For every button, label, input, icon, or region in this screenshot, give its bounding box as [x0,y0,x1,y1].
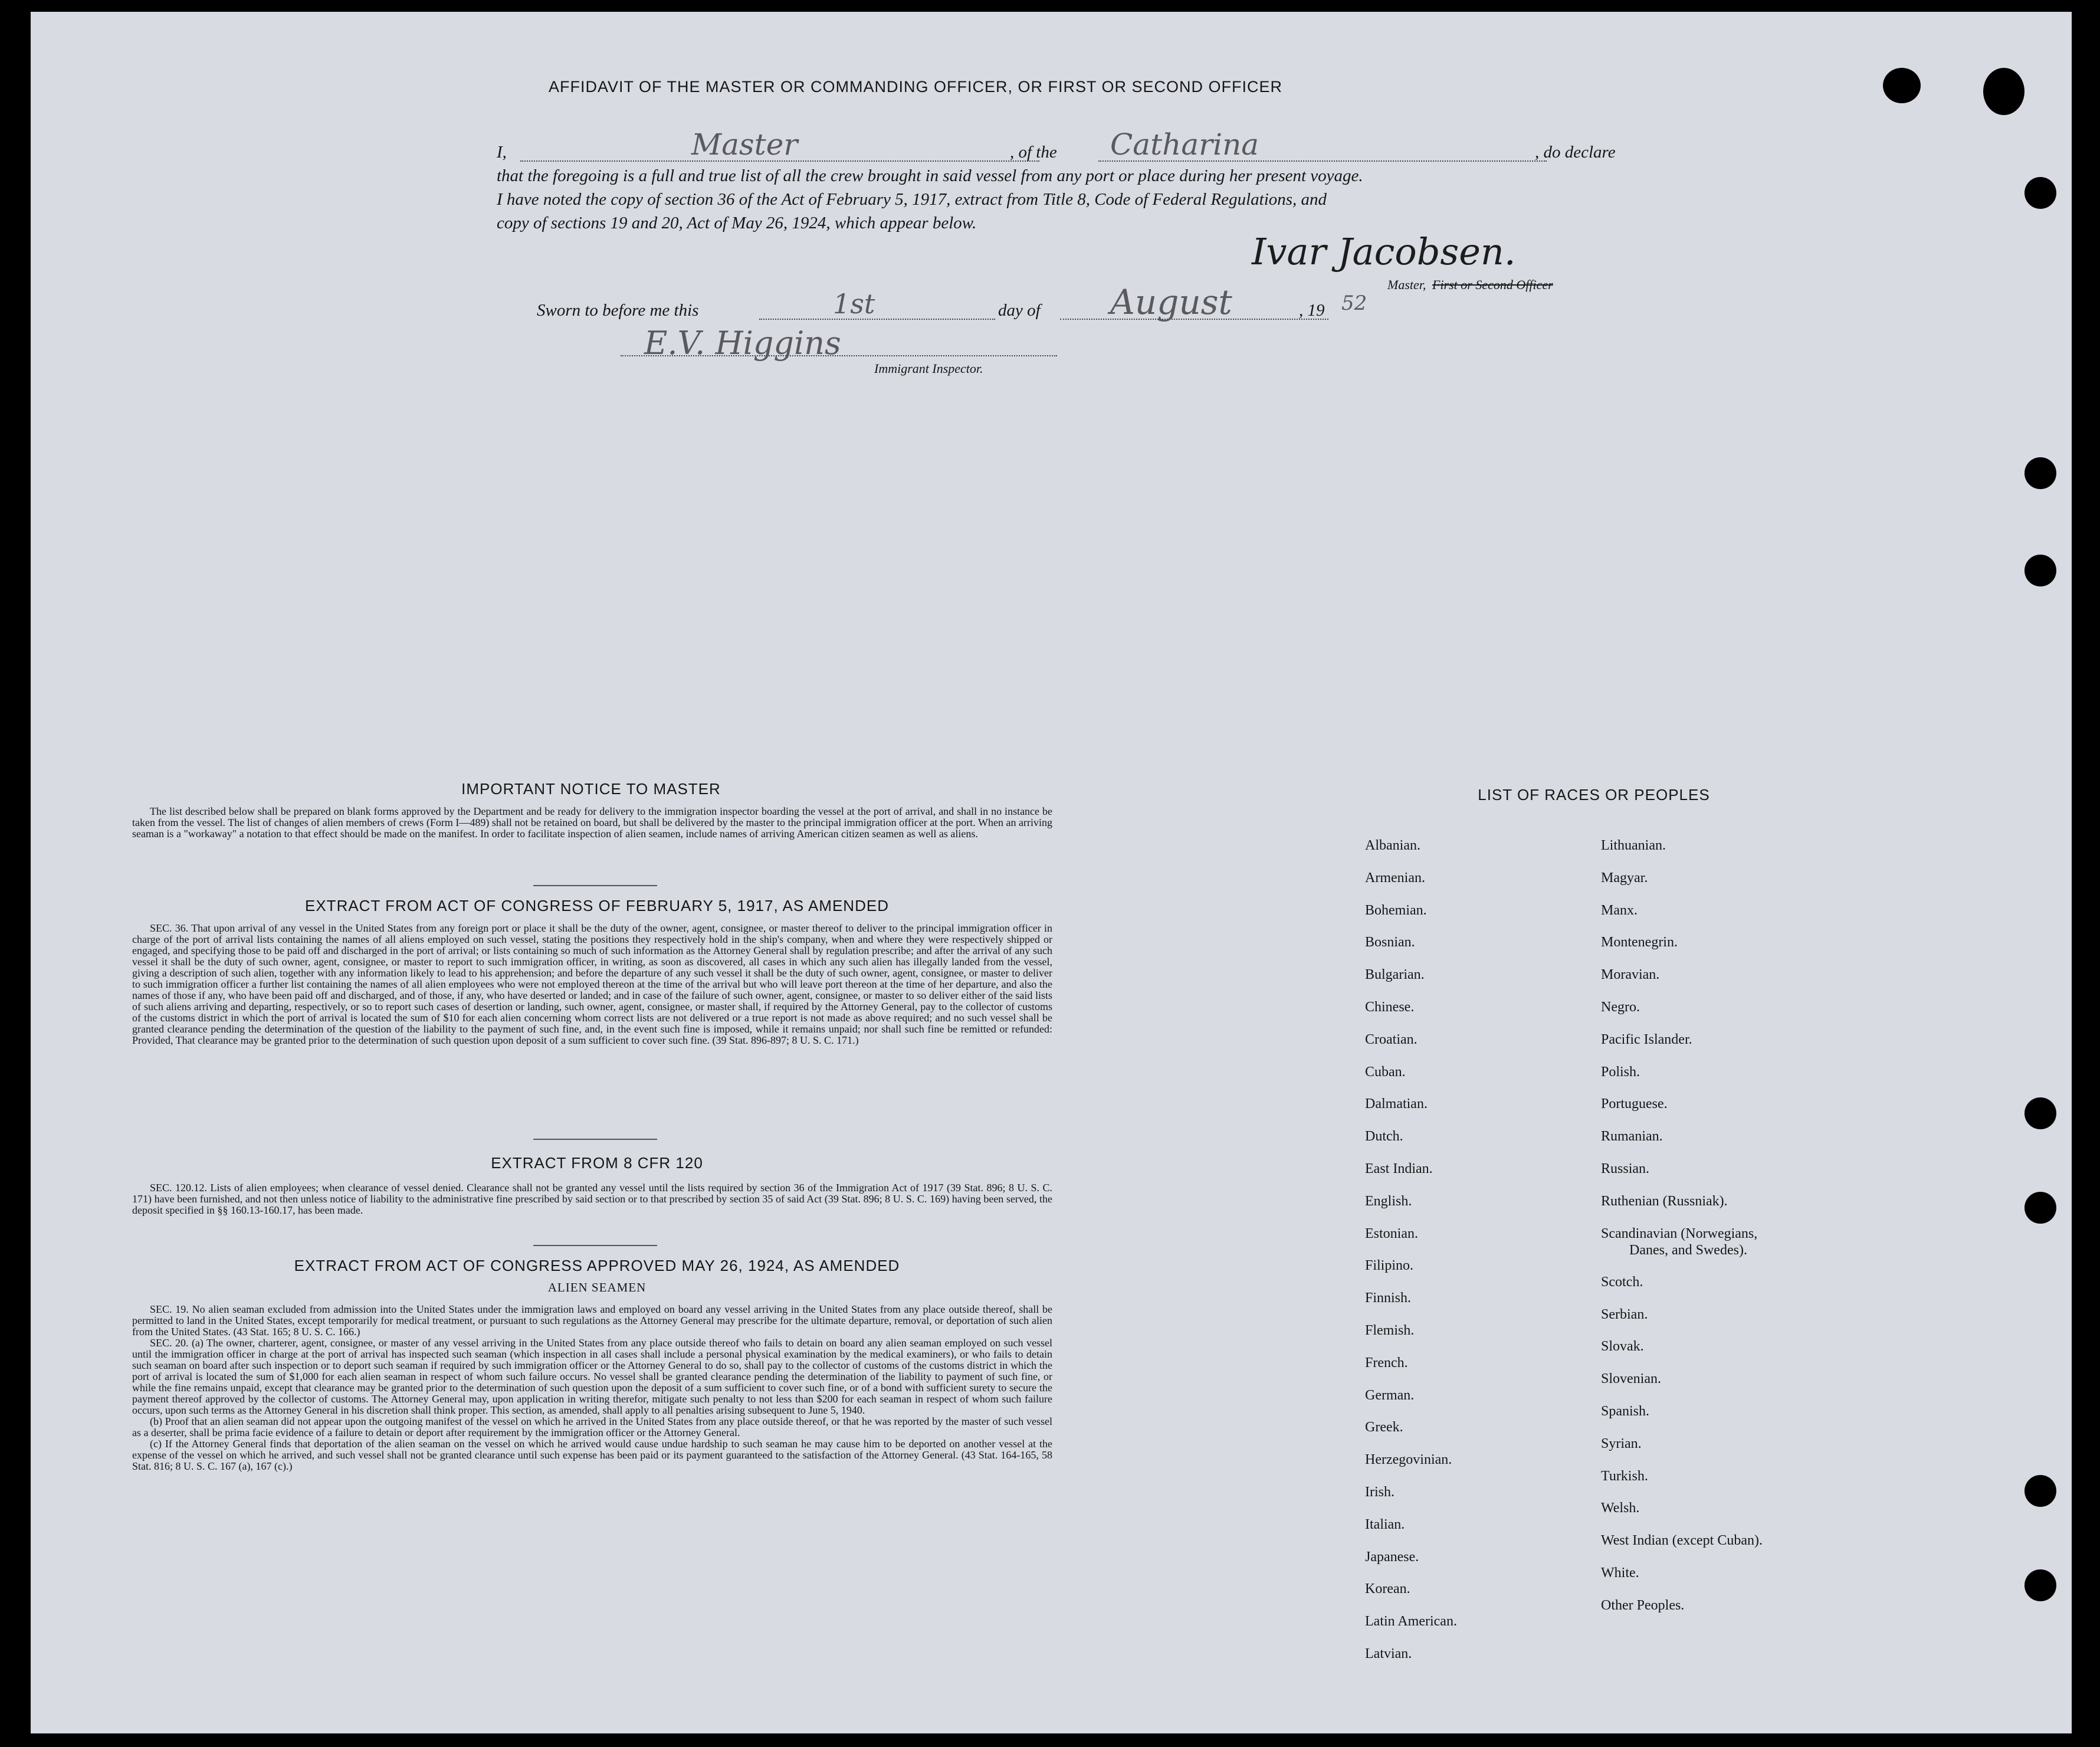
punch-hole [2024,1097,2056,1129]
race-item: Italian. [1365,1516,1405,1532]
of-the-label: , of the [1010,143,1057,162]
divider [533,885,657,886]
race-item: West Indian (except Cuban). [1601,1533,1763,1549]
race-item: Welsh. [1601,1500,1640,1516]
race-item: Syrian. [1601,1435,1642,1451]
punch-hole [2024,457,2056,489]
race-item: Spanish. [1601,1404,1650,1419]
race-item: French. [1365,1355,1408,1371]
day-handwriting: 1st [833,288,875,320]
inspector-signature: E.V. Higgins [644,325,841,362]
alien-seamen-subtitle: ALIEN SEAMEN [547,1280,647,1294]
race-item: Manx. [1601,902,1638,918]
race-item: Greek. [1365,1420,1403,1435]
race-item: Dalmatian. [1365,1096,1428,1112]
race-item: Russian. [1601,1161,1650,1176]
declarant-label: I, [497,143,507,162]
races-title: LIST OF RACES OR PEOPLES [1478,786,1710,804]
vessel-handwriting: Catharina [1110,127,1259,162]
race-item: Chinese. [1365,999,1415,1015]
extract-cfr-text [132,1182,1052,1216]
race-item: East Indian. [1365,1161,1433,1176]
punch-hole [2024,1475,2056,1507]
section-20a-paragraph: SEC. 20. (a) The owner, charterer, agent, consignee, or master of any vessel arriving in the United States from any place outside thereof who fails to detain on board any alien seaman employed on such vessel until the immigration officer in charge at the port of arrival has inspected such seaman (which inspection in all cases shall include a personal physical examination by the medical examiners), or who fails to detain such seaman on board after such inspection or to deport such seaman if required by such immigration officer or the Attorney General to do so, shall pay to the collector of customs of the customs district in which the port of arrival is located the sum of $1,000 for each alien seaman in respect of whom such failure occurs. No vessel shall be granted clearance pending the determination of the liability to payment of such fine, or while the fine remains unpaid, except that clearance may be granted prior to the determination of such question upon the deposit of a sum sufficient to cover such fine, or of a bond with sufficient surety to secure the payment thereof approved by the collector of customs. The Attorney General may, upon application in writing therefor, mitigate such penalty to not less than $200 for each seaman in respect of whom such failure occurs, upon such terms as the Attorney General in his discretion shall think proper. This section, as amended, shall apply to all penalties arising subsequent to June 5, 1940. [132,1337,1052,1416]
punch-hole [2024,177,2056,209]
race-item: Flemish. [1365,1323,1415,1338]
race-item: Danes, and Swedes). [1629,1242,1747,1258]
notice-text [132,806,1052,840]
race-item: Latin American. [1365,1614,1457,1630]
race-item: Herzegovinian. [1365,1452,1452,1468]
race-item: Slovak. [1601,1339,1644,1355]
race-item: Cuban. [1365,1064,1406,1080]
race-item: Latvian. [1365,1646,1412,1661]
extract-1917-text [132,923,1052,1046]
master-signature: Ivar Jacobsen. [1252,230,1516,273]
race-item: Polish. [1601,1064,1640,1080]
race-item: Ruthenian (Russniak). [1601,1193,1728,1209]
race-item: Bulgarian. [1365,967,1425,983]
extract-1924-title: EXTRACT FROM ACT OF CONGRESS APPROVED MAY 26, 1924, AS AMENDED [294,1257,900,1274]
race-item: Dutch. [1365,1129,1403,1145]
race-item: Lithuanian. [1601,838,1666,853]
extract-1924-text [132,1304,1052,1472]
extract-1917-title: EXTRACT FROM ACT OF CONGRESS OF FEBRUARY 5, 1917, AS AMENDED [305,897,889,915]
race-item: Bosnian. [1365,935,1415,950]
race-item: Bohemian. [1365,902,1427,918]
day-line [759,319,995,320]
affidavit-title: AFFIDAVIT OF THE MASTER OR COMMANDING OFFICER, OR FIRST OR SECOND OFFICER [548,78,1283,96]
punch-hole [2024,1569,2056,1601]
race-item: English. [1365,1193,1412,1209]
section-20c-paragraph: (c) If the Attorney General finds that deportation of the alien seaman on the vessel on which he arrived would cause undue hardship to such seaman he may cause him to be deported on another vessel at the expense of the vessel on which he arrived, and such vessel shall not be granted clearance until such expense has been paid or its payment guaranteed to the satisfaction of the Attorney General. (43 Stat. 164-165, 58 Stat. 816; 8 U. S. C. 167 (a), 167 (c).) [132,1438,1052,1472]
race-item: Negro. [1601,999,1640,1015]
race-item: Scotch. [1601,1274,1643,1290]
notice-title: IMPORTANT NOTICE TO MASTER [461,780,721,798]
race-item: Slovenian. [1601,1371,1661,1387]
race-item: German. [1365,1387,1415,1403]
sworn-label: Sworn to before me this [537,301,699,320]
punch-hole [1883,68,1921,103]
race-item: Irish. [1365,1484,1394,1500]
race-item: Finnish. [1365,1290,1412,1306]
affidavit-line-2: that the foregoing is a full and true list of all the crew brought in said vessel from any port or place during her present voyage. [497,166,1363,185]
punch-hole [2024,1192,2056,1224]
race-item: Serbian. [1601,1306,1648,1322]
race-item: Armenian. [1365,870,1425,886]
year-prefix: , 19 [1299,301,1325,320]
section-120-12-paragraph: SEC. 120.12. Lists of alien employees; when clearance of vessel denied. Clearance shall not be granted any vessel until the lists required by section 36 of the Immigration Act of 1917 (39 Stat. 896; 8 U. S. C. 171) have been furnished, and not then unless notice of liability to the administrative fine prescribed by said section or to that prescribed by section 35 of said Act (39 Stat. 896; 8 U. S. C. 169) having been served, the deposit specified in §§ 160.13-160.17, has been made. [132,1182,1052,1216]
race-item: Albanian. [1365,838,1420,853]
race-item: Turkish. [1601,1468,1648,1484]
race-item: Montenegrin. [1601,935,1678,950]
race-item: Other Peoples. [1601,1597,1685,1613]
rank-handwriting: Master [691,127,798,162]
race-item: Portuguese. [1601,1096,1668,1112]
race-item: Korean. [1365,1581,1410,1597]
race-item: White. [1601,1565,1639,1581]
race-item: Rumanian. [1601,1129,1663,1145]
notice-paragraph: The list described below shall be prepared on blank forms approved by the Department and be ready for delivery to the immigration inspector boarding the vessel at the port of arrival, and shall in no instance be taken from the vessel. The list of changes of alien members of crews (Form I—489) shall not be retained on board, but shall be delivered by the master to the principal immigration officer at the port. When an arriving seaman is a "workaway" a notation to that effect should be made on the manifest. In order to facilitate inspection of alien seamen, include names of arriving American citizen seamen as well as aliens. [132,805,1052,840]
master-label: Master, [1387,277,1426,292]
year-handwriting: 52 [1341,291,1367,315]
race-item: Moravian. [1601,967,1660,983]
affidavit-line-3: I have noted the copy of section 36 of the Act of February 5, 1917, extract from Title 8, Code of Federal Regulations, and [497,190,1327,209]
section-36-paragraph: SEC. 36. That upon arrival of any vessel in the United States from any foreign port or place it shall be the duty of the owner, agent, consignee, or master thereof to deliver to the principal immigration officer in charge of the port of arrival lists containing the names of all aliens employed on such vessel, stating the positions they respectively hold in the ship's company, when and where they were respectively shipped or engaged, and specifying those to be paid off and discharged in the port of arrival; or lists containing so much of such information as the Attorney General shall by regulation prescribe; and after the arrival of any such vessel it shall be the duty of such owner, agent, consignee, or master to report to such immigration officer, in writing, as soon as discovered, all cases in which any such alien has illegally landed from the vessel, giving a description of such alien, together with any information likely to lead to his apprehension; and before the departure of any such vessel it shall be the duty of such owner, agent, consignee, or master to deliver to such immigration officer a further list containing the names of all alien employees who were not employed thereon at the time of the arrival but who will leave port thereon at the time of her departure, and also the names of those if any, who have been paid off and discharged, and of those, if any, who have deserted or landed; and in case of the failure of such owner, agent, consignee, or master to so deliver either of the said lists of such aliens arriving and departing, respectively, or so to report such cases of desertion or landing, such owner, agent, consignee, or master shall, if required by the Attorney General, pay to the collector of customs of the customs district in which the port of arrival is located the sum of $10 for each alien concerning whom correct lists are not delivered or a true report is not made as above required; and no such vessel shall be granted clearance pending the determination of the question of the liability to the payment of such fine, and, in the event such fine is imposed, while it remains unpaid; nor shall such fine be remitted or refunded: Provided, That clearance may be granted prior to the determination of such question upon deposit of a sum sufficient to cover such fine. (39 Stat. 896-897; 8 U. S. C. 171.) [132,922,1052,1046]
race-item: Scandinavian (Norwegians, [1601,1225,1758,1241]
form-page [31,12,2072,1733]
race-item: Pacific Islander. [1601,1031,1692,1047]
do-declare-label: , do declare [1535,143,1616,162]
section-19-paragraph: SEC. 19. No alien seaman excluded from admission into the United States under the immigration laws and employed on board any vessel arriving in the United States from any place outside thereof, shall be permitted to land in the United States, except temporarily for medical treatment, or pursuant to such regulations as the Attorney General may prescribe for the ultimate departure, removal, or deportation of such alien from the United States. (43 Stat. 165; 8 U. S. C. 166.) [132,1303,1052,1338]
race-item: Estonian. [1365,1225,1418,1241]
race-item: Magyar. [1601,870,1648,886]
struck-officer-label: First or Second Officer [1432,277,1553,292]
extract-cfr-title: EXTRACT FROM 8 CFR 120 [491,1154,703,1172]
race-item: Filipino. [1365,1258,1414,1274]
inspector-label: Immigrant Inspector. [874,361,983,376]
divider [533,1139,657,1140]
race-item: Japanese. [1365,1549,1419,1565]
affidavit-line-4: copy of sections 19 and 20, Act of May 26, 1924, which appear below. [497,214,977,232]
punch-hole [1983,68,2024,115]
section-20b-paragraph: (b) Proof that an alien seaman did not appear upon the outgoing manifest of the vessel on which he arrived in the United States from any place outside thereof, or that he was reported by the master of such vessel as a deserter, shall be prima facie evidence of a failure to detain or deport after requirement by the immigration officer or the Attorney General. [132,1415,1052,1438]
punch-hole [2024,555,2056,586]
divider [533,1245,657,1246]
month-handwriting: August [1110,282,1232,322]
day-of-label: day of [998,301,1041,320]
race-item: Croatian. [1365,1031,1418,1047]
